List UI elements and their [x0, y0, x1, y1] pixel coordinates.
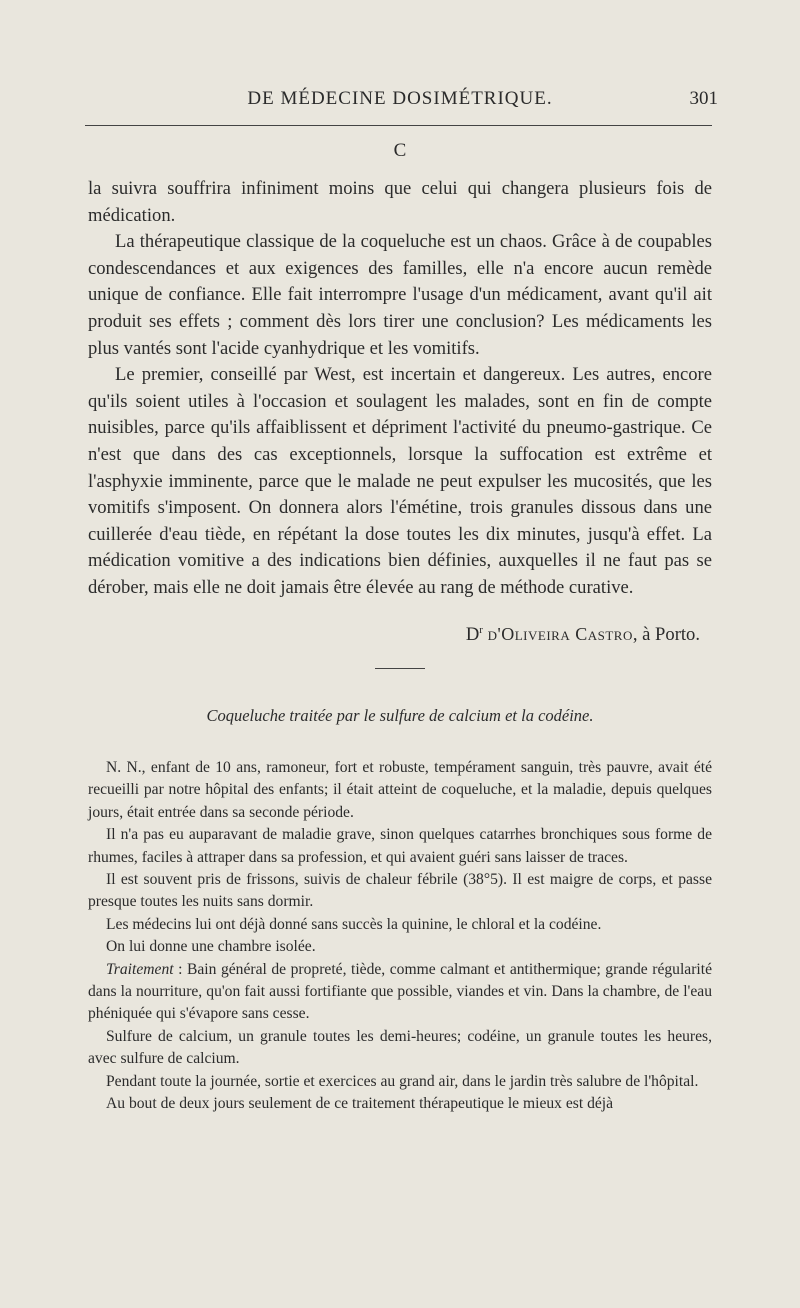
paragraph: Pendant toute la journée, sortie et exercices au grand air, dans le jardin très salubre de l'hôpital.	[106, 1072, 699, 1090]
header-rule	[85, 125, 712, 126]
page-number: 301	[689, 88, 718, 109]
author-place: , à Porto.	[632, 624, 700, 646]
treatment-label: Traitement	[106, 960, 174, 978]
paragraph: Il n'a pas eu auparavant de maladie grave, sinon quelques catarrhes bronchiques sous forme de rhumes, faciles à attraper dans sa profession, et qui avaient guéri sans laisser de traces.	[88, 826, 712, 866]
paragraph: Sulfure de calcium, un granule toutes les demi-heures; codéine, un granule toutes les heures, avec sulfure de calcium.	[88, 1027, 712, 1068]
paragraph: On lui donne une chambre isolée.	[106, 938, 316, 956]
paragraph: la suivra souffrira infiniment moins que celui qui changera plusieurs fois de médication.	[88, 178, 712, 226]
continuation-text	[88, 176, 712, 602]
treatment-paragraph	[88, 959, 712, 1026]
section-separator	[375, 668, 425, 669]
paragraph: Les médecins lui ont déjà donné sans succès la quinine, le chloral et la codéine.	[106, 915, 602, 933]
paragraph: N. N., enfant de 10 ans, ramoneur, fort et robuste, tempérament sanguin, très pauvre, avait été recueilli par notre hôpital des enfants; il était atteint de coqueluche, et la maladie, depuis quelques jours, était entrée dans sa seconde période.	[88, 759, 712, 821]
author-prefix: D	[465, 624, 480, 646]
paragraph: Il est souvent pris de frissons, suivis de chaleur fébrile (38°5). Il est maigre de corps, et passe presque toutes les nuits sans dormir.	[88, 871, 712, 911]
signature-mark: C	[393, 140, 407, 161]
treatment-text: : Bain général de propreté, tiède, comme calmant et antithermique; grande régularité dans la nourriture, qu'on fait aussi fortifiante que possible, viandes et vin. Dans la chambre, de l'eau phéniquée qui s'évapore sans cesse.	[88, 960, 712, 1023]
author-sup: r	[479, 624, 483, 636]
author-signature	[466, 624, 700, 646]
paragraph: Au bout de deux jours seulement de ce traitement thérapeutique le mieux est déjà	[106, 1095, 614, 1113]
paragraph: Le premier, conseillé par West, est incertain et dangereux. Les autres, encore qu'ils soient utiles à l'occasion et soulagent les malades, sont en fin de compte nuisibles, parce qu'ils affaiblissent et dépriment l'activité du pneumo-gastrique. Ce n'est que dans des cas exceptionnels, lorsque la suffocation est extrême et l'asphyxie imminente, parce que le malade ne peut expulser les mucosités, que les vomitifs s'imposent. On donnera alors l'émétine, trois granules dissous dans une cuillerée d'eau tiède, en répétant la dose toutes les dix minutes, jusqu'à effet. La médication vomitive a des indications bien définies, auxquelles il ne faut pas se dérober, mais elle ne doit jamais être élevée au rang de méthode curative.	[88, 364, 712, 598]
running-title: DE MÉDECINE DOSIMÉTRIQUE.	[247, 88, 553, 109]
paragraph: La thérapeutique classique de la coqueluche est un chaos. Grâce à de coupables condescendances et aux exigences des familles, elle n'a encore aucun remède unique de confiance. Elle fait interrompre l'usage d'un médicament, avant qu'il ait produit ses effets ; comment dès lors tirer une conclusion? Les médicaments les plus vantés sont l'acide cyanhydrique et les vomitifs.	[88, 231, 712, 359]
case-report	[88, 757, 712, 1116]
article-title: Coqueluche traitée par le sulfure de calcium et la codéine.	[206, 706, 594, 725]
running-head	[0, 88, 800, 118]
author-name: d'Oliveira Castro	[487, 624, 633, 645]
